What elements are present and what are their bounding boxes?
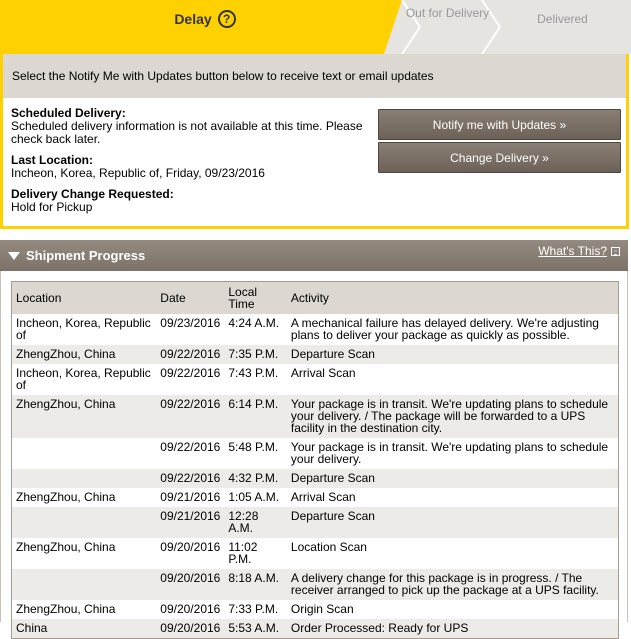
shipment-progress-table [11,281,619,639]
table-row [12,600,619,619]
cell-location [12,469,157,488]
table-row [12,507,619,538]
cell-date: 09/21/2016 [160,489,221,504]
cell-time: 1:05 A.M. [228,489,280,504]
cell-activity: Arrival Scan [290,489,356,504]
step-delay [150,0,260,46]
cell-time: 7:43 P.M. [228,365,279,380]
table-row [12,619,619,639]
cell-location [12,438,157,469]
table-row [12,488,619,507]
cell-activity: Origin Scan [290,601,354,616]
shipment-progress-header[interactable] [0,240,628,271]
cell-activity: A delivery change for this package is in progress. / The receiver arranged to pick up the package at a UPS facility. [287,569,619,600]
cell-date: 09/21/2016 [156,507,224,538]
notify-header: Select the Notify Me with Updates button below to receive text or email updates [3,54,626,98]
shipment-progress-title: Shipment Progress [26,248,146,263]
cell-activity: Arrival Scan [290,365,356,380]
cell-location: ZhengZhou, China [12,345,157,364]
cell-time: 4:32 P.M. [224,469,287,488]
cell-time: 5:48 P.M. [228,439,279,454]
cell-date: 09/20/2016 [156,619,224,639]
cell-location: China [12,619,157,639]
table-row [12,438,619,469]
table-row [12,314,619,345]
scheduled-delivery-label: Scheduled Delivery: [11,106,126,120]
cell-activity: A mechanical failure has delayed delivery. We're adjusting plans to deliver your package as quickly as possible. [290,315,599,342]
cell-time: 7:33 P.M. [228,601,279,616]
table-row [12,364,619,395]
table-row [12,395,619,438]
step-out-for-delivery: Out for Delivery [405,6,490,20]
popup-icon: ▫ [611,247,620,256]
step-delay-label: Delay [174,11,212,27]
progress-tracker [0,0,631,54]
cell-location: Incheon, Korea, Republic of [16,315,151,342]
last-location-label: Last Location: [11,153,94,167]
cell-location: ZhengZhou, China [12,395,157,438]
cell-activity: Order Processed: Ready for UPS [287,619,619,639]
last-location-value: Incheon, Korea, Republic of, Friday, 09/23/2016 [11,166,265,180]
cell-date: 09/22/2016 [160,365,221,380]
cell-date: 09/22/2016 [160,439,221,454]
cell-location: ZhengZhou, China [16,539,116,554]
cell-location [12,569,157,600]
delivery-info-panel [0,54,629,229]
notify-me-button[interactable]: Notify me with Updates » [378,109,621,140]
cell-time: 12:28 A.M. [224,507,287,538]
cell-time: 6:14 P.M. [224,395,287,438]
cell-time: 4:24 A.M. [228,315,280,330]
table-row [12,538,619,569]
cell-activity: Departure Scan [287,507,619,538]
cell-activity: Departure Scan [287,345,619,364]
table-row [12,569,619,600]
cell-location [12,507,157,538]
cell-activity: Location Scan [290,539,367,554]
collapse-triangle-icon [8,252,20,260]
column-activity: Activity [287,282,619,314]
cell-activity: Your package is in transit. We're updating plans to schedule your delivery. / The package will be forwarded to a UPS facility in the destination city. [287,395,619,438]
change-requested-label: Delivery Change Requested: [11,187,174,201]
column-date: Date [156,282,224,314]
cell-date: 09/22/2016 [156,345,224,364]
change-requested-value: Hold for Pickup [11,200,93,214]
cell-date: 09/20/2016 [160,539,221,554]
cell-location: ZhengZhou, China [16,601,116,616]
delivery-details [11,106,371,221]
cell-location: Incheon, Korea, Republic of [16,365,151,392]
whats-this-link[interactable] [538,244,620,258]
help-icon[interactable]: ? [218,10,236,28]
column-location: Location [12,282,157,314]
scheduled-delivery-value: Scheduled delivery information is not available at this time. Please check back later. [11,119,363,146]
cell-activity: Departure Scan [287,469,619,488]
column-local-time: Local Time [224,282,287,314]
change-delivery-button[interactable]: Change Delivery » [378,142,621,173]
shipment-progress-body [0,271,628,635]
cell-date: 09/20/2016 [160,601,221,616]
cell-date: 09/22/2016 [156,395,224,438]
cell-date: 09/20/2016 [156,569,224,600]
cell-time: 11:02 P.M. [228,539,258,566]
table-row [12,469,619,488]
cell-date: 09/23/2016 [160,315,221,330]
cell-time: 5:53 A.M. [224,619,287,639]
shipment-progress-toggle[interactable] [8,248,145,263]
table-row [12,345,619,364]
step-delivered: Delivered [537,12,588,26]
cell-date: 09/22/2016 [156,469,224,488]
table-header-row [12,282,619,314]
cell-time: 7:35 P.M. [224,345,287,364]
cell-activity: Your package is in transit. We're updating plans to schedule your delivery. [290,439,609,466]
whats-this-label: What's This? [538,244,607,258]
cell-location: ZhengZhou, China [16,489,116,504]
cell-time: 8:18 A.M. [224,569,287,600]
